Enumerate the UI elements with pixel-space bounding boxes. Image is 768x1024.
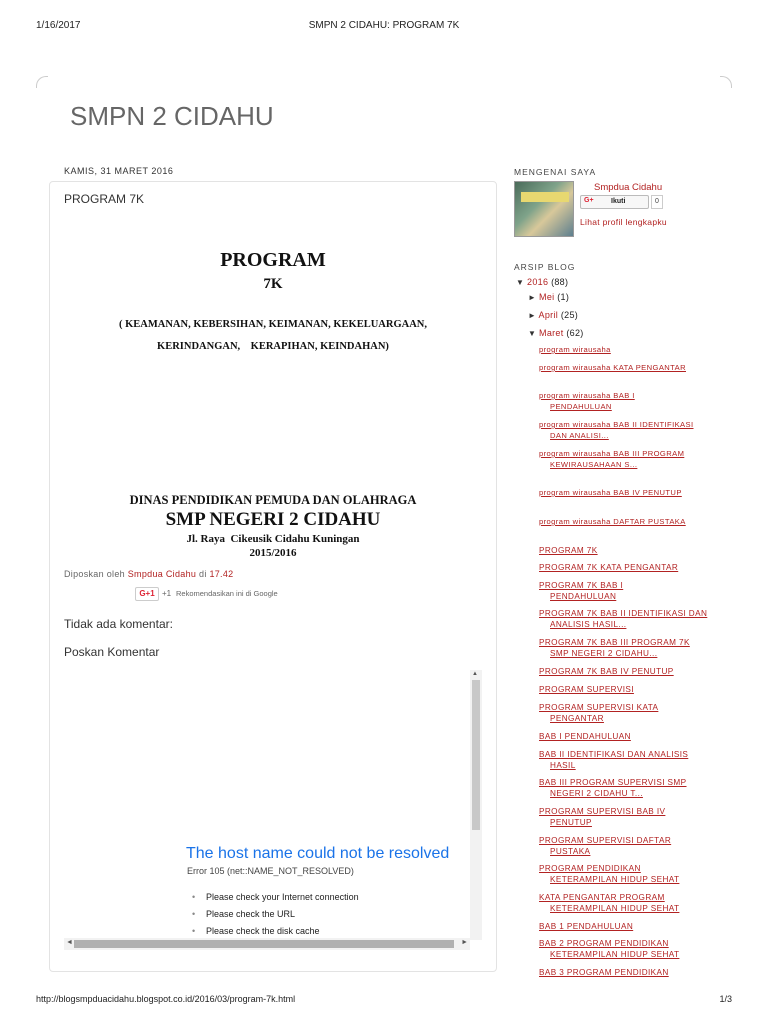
archive-post-link[interactable]: program wirausaha KATA PENGANTAR [539,363,686,372]
archive-month-mei[interactable] [528,292,569,302]
error-suggestion: • Please check the disk cache [192,926,359,943]
gplus-count: +1 [162,589,172,598]
archive-post-link[interactable]: BAB 3 PROGRAM PENDIDIKAN [539,968,669,977]
archive-heading: ARSIP BLOG [514,262,576,272]
doc-values-line-2-text: KERINDANGAN, KERAPIHAN, KEINDAHAN) [157,341,389,352]
archive-post-link[interactable]: BAB 2 PROGRAM PENDIDIKAN KETERAMPILAN HIDUP SEHAT [539,939,680,959]
about-heading: MENGENAI SAYA [514,167,597,177]
gplus-recommend-text: Rekomendasikan ini di Google [176,589,278,598]
print-date: 1/16/2017 [36,20,81,31]
archive-month-maret[interactable] [528,328,584,338]
archive-year-label[interactable]: 2016 [527,277,549,287]
error-suggestion: • Please check the URL [192,909,359,926]
archive-post-link[interactable]: PROGRAM PENDIDIKAN KETERAMPILAN HIDUP SEHAT [539,864,680,884]
view-full-profile-link[interactable]: Lihat profil lengkapku [580,217,667,227]
archive-post-link[interactable]: PROGRAM SUPERVISI BAB IV PENUTUP [539,807,666,827]
doc-school: SMP NEGERI 2 CIDAHU [165,509,381,530]
blog-title[interactable]: SMPN 2 CIDAHU [70,101,274,131]
scroll-up-icon[interactable]: ▲ [472,671,478,677]
gplus-button[interactable]: G+1 [135,587,159,601]
doc-address: Jl. Raya Cikeusik Cidahu Kuningan [186,533,360,545]
archive-year-count: (88) [551,277,569,287]
gplus-icon: G+ [584,197,594,204]
frame-corner-left [36,76,48,88]
archive-post-link[interactable]: program wirausaha BAB IV PENUTUP [539,488,682,497]
post-title[interactable]: PROGRAM 7K [64,192,145,206]
archive-post-link[interactable]: BAB 1 PENDAHULUAN [539,922,634,931]
archive-post-link[interactable]: PROGRAM 7K BAB I PENDAHULUAN [539,581,624,601]
archive-month-label[interactable]: Mei [539,292,555,302]
archive-post-link[interactable]: program wirausaha BAB III PROGRAM KEWIRAUSAHAAN S... [539,449,685,469]
expand-toggle-icon[interactable]: ► [528,311,537,320]
archive-month-april[interactable] [528,310,578,320]
archive-post-link[interactable]: PROGRAM SUPERVISI [539,685,634,694]
vertical-scroll-thumb[interactable] [472,680,480,830]
archive-post-link[interactable]: program wirausaha [539,345,611,354]
archive-post-link[interactable]: PROGRAM 7K BAB IV PENUTUP [539,667,674,676]
archive-month-count: (25) [560,310,579,320]
archive-post-link[interactable]: PROGRAM SUPERVISI DAFTAR PUSTAKA [539,836,672,856]
archive-month-count: (62) [566,328,584,338]
comment-frame-vertical-scrollbar[interactable] [470,670,482,940]
profile-name-link[interactable]: Smpdua Cidahu [594,182,663,193]
posted-at: di [199,569,207,579]
doc-values-line-2 [64,341,482,352]
doc-year: 2015/2016 [249,547,297,559]
archive-post-link[interactable]: PROGRAM 7K BAB II IDENTIFIKASI DAN ANALISIS HASIL... [539,609,708,629]
archive-post-link[interactable]: BAB II IDENTIFIKASI DAN ANALISIS HASIL [539,750,689,770]
print-page-number: 1/3 [719,994,732,1004]
author-link[interactable]: Smpdua Cidahu [127,569,197,579]
archive-post-link[interactable]: PROGRAM SUPERVISI KATA PENGANTAR [539,703,659,723]
follow-label: Ikuti [611,198,626,205]
follow-button[interactable] [580,195,649,209]
archive-post-link[interactable]: program wirausaha DAFTAR PUSTAKA [539,517,686,526]
archive-post-link[interactable]: PROGRAM 7K [539,546,598,555]
archive-month-label[interactable]: April [538,310,559,320]
posted-prefix: Diposkan oleh [64,569,125,579]
error-suggestions [192,892,359,943]
doc-subheading: 7K [263,276,283,292]
archive-post-link[interactable]: PROGRAM 7K KATA PENGANTAR [539,563,679,572]
scroll-left-icon[interactable]: ◄ [66,939,73,946]
post-date: KAMIS, 31 MARET 2016 [64,166,174,176]
archive-post-link[interactable]: KATA PENGANTAR PROGRAM KETERAMPILAN HIDUP SEHAT [539,893,680,913]
scroll-right-icon[interactable]: ► [461,939,468,946]
print-url: http://blogsmpduacidahu.blogspot.co.id/2016/03/program-7k.html [36,994,296,1004]
post-comment-heading: Poskan Komentar [64,645,160,659]
error-suggestion: • Please check your Internet connection [192,892,359,909]
school-sign-graphic [521,192,569,202]
archive-year-2016[interactable] [516,277,568,287]
error-code: Error 105 (net::NAME_NOT_RESOLVED) [187,866,354,876]
doc-values-line-1: ( KEAMANAN, KEBERSIHAN, KEIMANAN, KEKELUARGAAN, [118,319,428,330]
doc-dinas: DINAS PENDIDIKAN PEMUDA DAN OLAHRAGA [129,493,417,507]
doc-heading: PROGRAM [220,249,326,271]
archive-post-link[interactable]: PROGRAM 7K BAB III PROGRAM 7K SMP NEGERI 2 CIDAHU... [539,638,690,658]
print-title: SMPN 2 CIDAHU: PROGRAM 7K [308,20,460,31]
no-comments-label: Tidak ada komentar: [64,617,173,631]
archive-post-link[interactable]: program wirausaha BAB II IDENTIFIKASI DAN ANALISI... [539,420,694,440]
post-footer [64,569,233,579]
follower-count: 0 [651,195,663,209]
archive-month-count: (1) [557,292,570,302]
archive-post-link[interactable]: BAB III PROGRAM SUPERVISI SMP NEGERI 2 CIDAHU T... [539,778,687,798]
error-title: The host name could not be resolved [186,845,450,862]
frame-corner-right [720,76,732,88]
archive-post-link[interactable]: program wirausaha BAB I PENDAHULUAN [539,391,635,411]
collapse-toggle-icon[interactable]: ▼ [516,278,525,287]
expand-toggle-icon[interactable]: ► [528,293,537,302]
collapse-toggle-icon[interactable]: ▼ [528,329,537,338]
archive-post-link[interactable]: BAB I PENDAHULUAN [539,732,631,741]
archive-month-label[interactable]: Maret [539,328,564,338]
profile-image[interactable] [514,181,574,237]
post-time-link[interactable]: 17.42 [209,569,234,579]
